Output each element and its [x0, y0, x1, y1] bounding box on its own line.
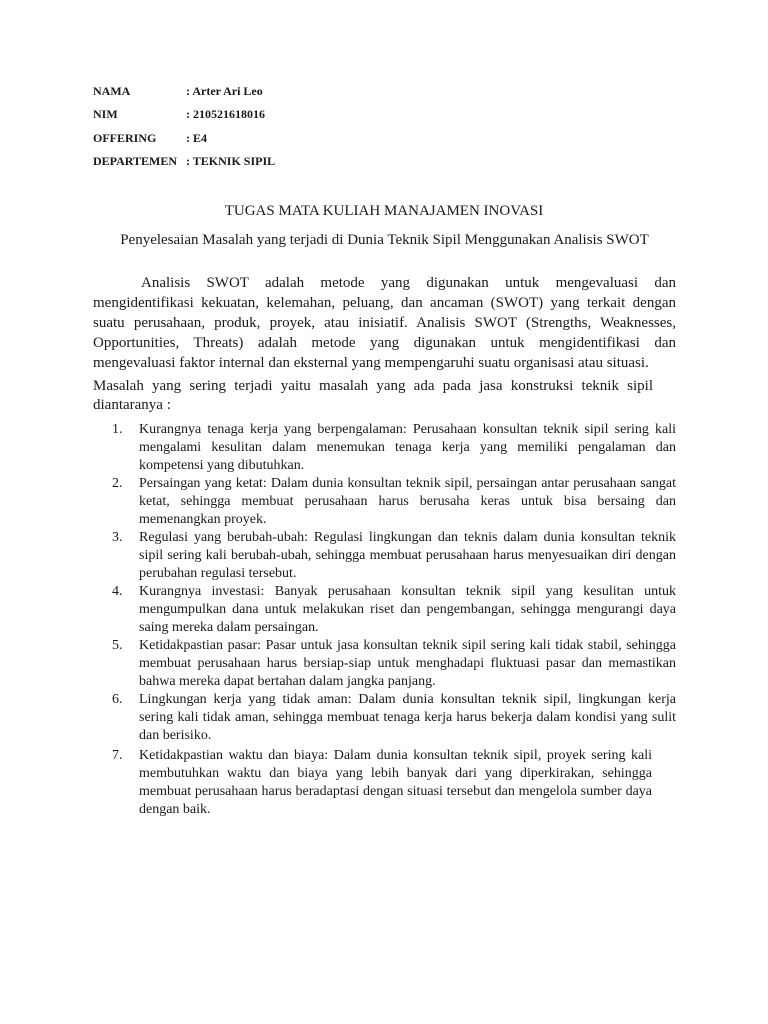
list-item-number: 1.	[112, 422, 123, 437]
list-item-text: Persaingan yang ketat: Dalam dunia konsultan teknik sipil, persaingan antar perusahaan sangat ketat, sehingga membuat perusahaan harus berusaha keras untuk bisa bersaing dan memenangkan proyek.	[139, 476, 676, 527]
document-subtitle: Penyelesaian Masalah yang terjadi di Dunia Teknik Sipil Menggunakan Analisis SWOT	[120, 232, 649, 248]
list-item-number: 7.	[112, 748, 123, 763]
list-item-number: 2.	[112, 476, 123, 491]
identity-row-nim	[93, 107, 275, 130]
list-item-text: Ketidakpastian pasar: Pasar untuk jasa konsultan teknik sipil sering kali tidak stabil, sehingga membuat perusahaan harus bersiap-siap untuk menghadapi fluktuasi pasar dan memastikan bahwa mereka dapat bertahan dalam jangka panjang.	[139, 638, 676, 689]
identity-block	[93, 84, 275, 177]
identity-label: NAMA	[93, 84, 131, 98]
identity-value: : E4	[186, 130, 207, 145]
identity-value: : 210521618016	[186, 107, 265, 122]
list-item-text: Kurangnya investasi: Banyak perusahaan konsultan teknik sipil yang kesulitan untuk mengumpulkan dana untuk melakukan riset dan pengembangan, sehingga mengurangi daya saing mereka dalam persaingan.	[139, 584, 676, 635]
list-item-number: 3.	[112, 530, 123, 545]
identity-label: NIM	[93, 107, 118, 122]
list-item-number: 4.	[112, 584, 123, 599]
list-item	[93, 747, 652, 819]
list-item	[93, 475, 676, 529]
list-item	[93, 637, 676, 691]
identity-label: DEPARTEMEN	[93, 153, 178, 168]
problems-list	[93, 421, 676, 819]
list-item-text: Kurangnya tenaga kerja yang berpengalaman: Perusahaan konsultan teknik sipil sering kali mengalami kesulitan dalam menemukan tenaga kerja yang memiliki pengalaman dan kompetensi yang dibutuhkan.	[139, 422, 676, 473]
list-item-number: 6.	[112, 692, 123, 707]
identity-value: : TEKNIK SIPIL	[186, 153, 276, 168]
list-item-text: Regulasi yang berubah-ubah: Regulasi lingkungan dan teknis dalam dunia konsultan teknik sipil sering kali berubah-ubah, sehingga membuat perusahaan harus menyesuaikan diri dengan perubahan regulasi tersebut.	[139, 530, 676, 581]
list-item	[93, 421, 676, 475]
list-item-number: 5.	[112, 638, 123, 653]
identity-label: OFFERING	[93, 130, 157, 145]
problem-intro-paragraph: Masalah yang sering terjadi yaitu masalah yang ada pada jasa konstruksi teknik sipil diantaranya :	[93, 378, 653, 413]
list-item-text: Ketidakpastian waktu dan biaya: Dalam dunia konsultan teknik sipil, proyek sering kali membutuhkan waktu dan biaya yang lebih banyak dari yang diperkirakan, sehingga membuat perusahaan harus beradaptasi dengan situasi tersebut dan mengelola sumber daya dengan baik.	[139, 748, 652, 817]
document-title: TUGAS MATA KULIAH MANAJAMEN INOVASI	[224, 203, 544, 219]
list-item-text: Lingkungan kerja yang tidak aman: Dalam dunia konsultan teknik sipil, lingkungan kerja sering kali tidak aman, sehingga membuat tenaga kerja harus bekerja dalam kondisi yang sulit dan berisiko.	[139, 692, 676, 743]
list-item	[93, 529, 676, 583]
identity-row-offering	[93, 131, 275, 154]
list-item	[93, 691, 676, 745]
identity-row-department	[93, 154, 275, 177]
identity-value: : Arter Ari Leo	[186, 84, 263, 98]
list-item	[93, 583, 676, 637]
identity-row-name	[93, 84, 275, 107]
intro-paragraph: Analisis SWOT adalah metode yang digunakan untuk mengevaluasi dan mengidentifikasi kekuatan, kelemahan, peluang, dan ancaman (SWOT) yang terkait dengan suatu perusahaan, produk, proyek, atau inisiatif. Analisis SWOT (Strengths, Weaknesses, Opportunities, Threats) adalah metode yang digunakan untuk mengidentifikasi dan mengevaluasi faktor internal dan eksternal yang mempengaruhi suatu organisasi atau situasi.	[93, 275, 676, 371]
